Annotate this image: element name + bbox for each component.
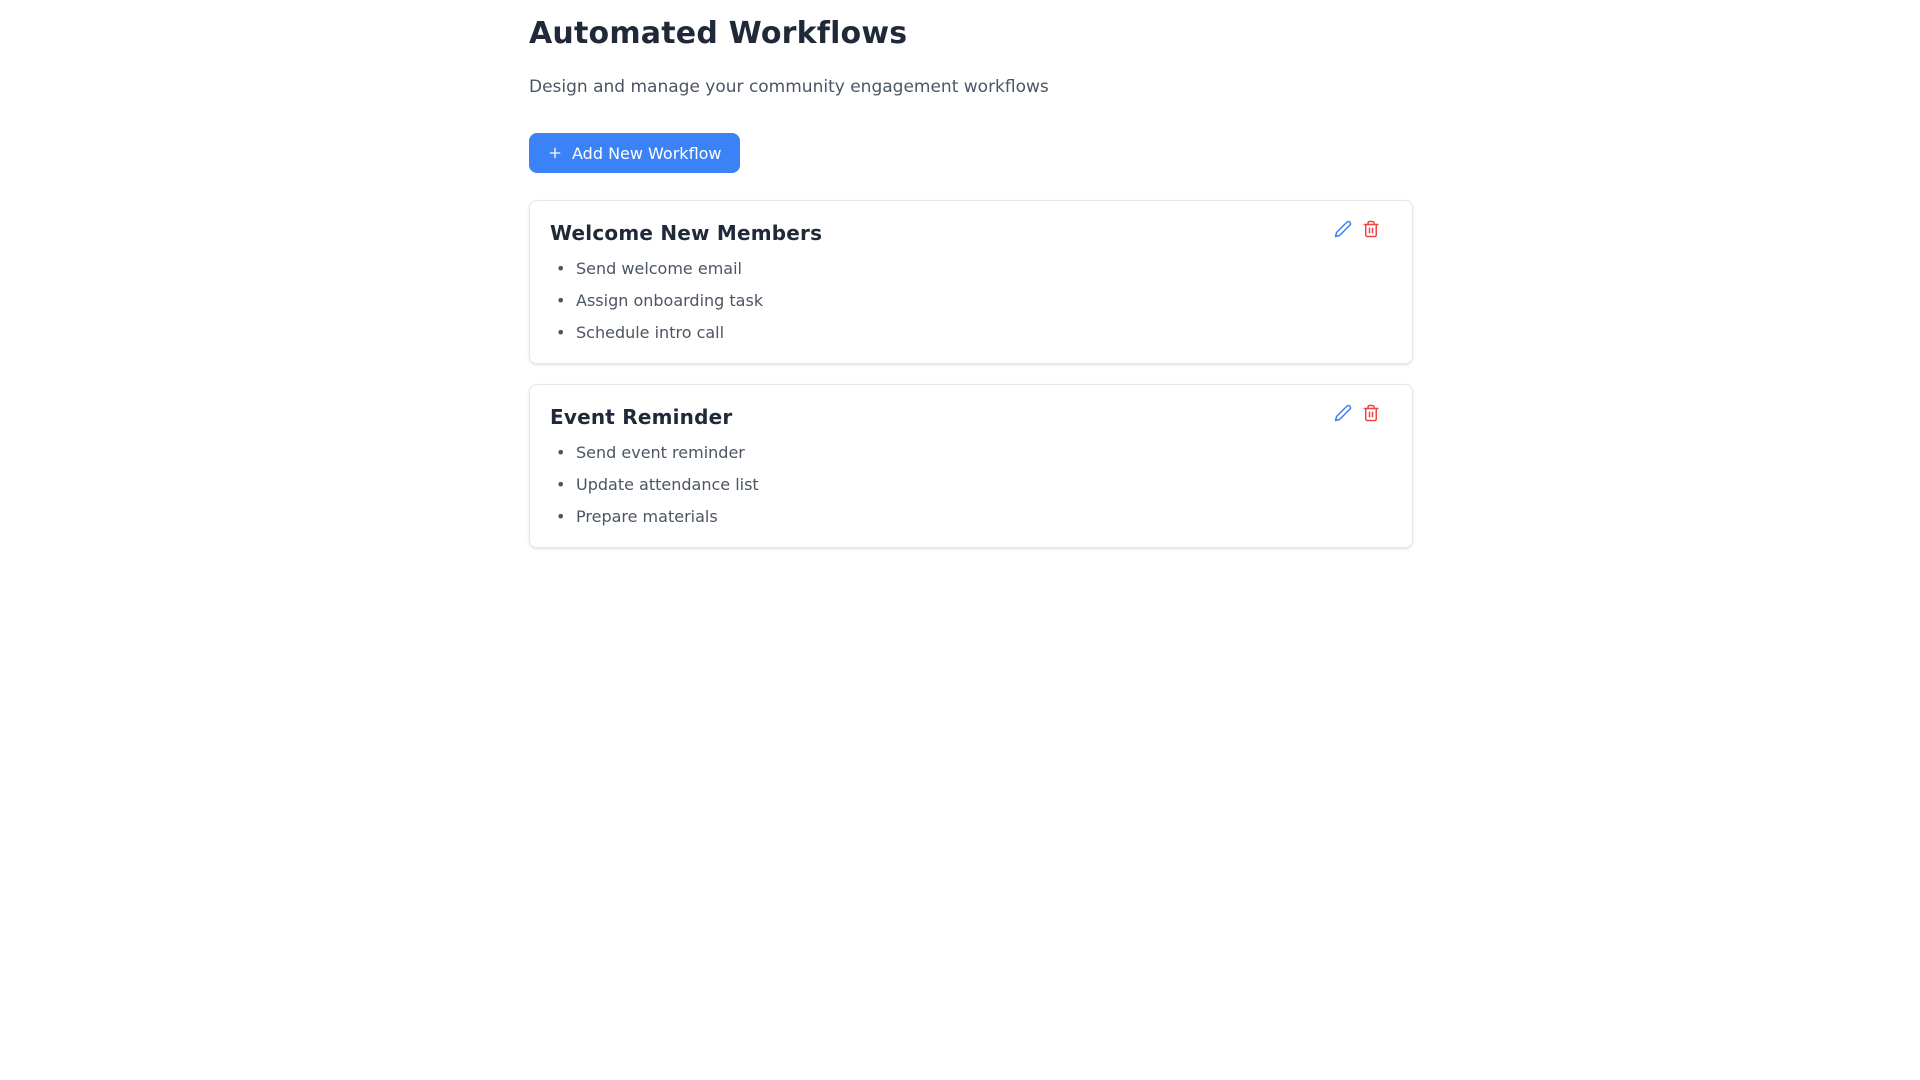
workflow-step: • Send event reminder	[550, 441, 1392, 465]
delete-workflow-button[interactable]	[1362, 404, 1380, 422]
trash-icon	[1362, 226, 1380, 241]
workflow-card-actions	[1334, 404, 1380, 422]
workflow-card-actions	[1334, 220, 1380, 238]
page-title: Automated Workflows	[529, 16, 908, 51]
add-workflow-button-label: Add New Workflow	[572, 143, 722, 163]
workflow-card	[529, 384, 1413, 548]
pencil-icon	[1334, 410, 1352, 425]
page-subtitle: Design and manage your community engagement workflows	[529, 77, 1049, 97]
workflow-step: • Send welcome email	[550, 257, 1392, 281]
content-container	[529, 0, 1413, 548]
workflow-card-title: Event Reminder	[550, 405, 733, 429]
workflow-card-title: Welcome New Members	[550, 221, 823, 245]
workflow-list	[529, 200, 1413, 548]
add-workflow-button[interactable]	[529, 133, 740, 173]
workflow-step: • Update attendance list	[550, 473, 1392, 497]
edit-workflow-button[interactable]	[1334, 404, 1352, 422]
workflow-steps	[550, 441, 1392, 529]
workflow-card	[529, 200, 1413, 364]
workflow-step: • Prepare materials	[550, 505, 1392, 529]
workflow-step: • Schedule intro call	[550, 321, 1392, 345]
edit-workflow-button[interactable]	[1334, 220, 1352, 238]
workflow-step: • Assign onboarding task	[550, 289, 1392, 313]
delete-workflow-button[interactable]	[1362, 220, 1380, 238]
plus-icon	[547, 145, 563, 161]
trash-icon	[1362, 410, 1380, 425]
workflow-steps	[550, 257, 1392, 345]
pencil-icon	[1334, 226, 1352, 241]
